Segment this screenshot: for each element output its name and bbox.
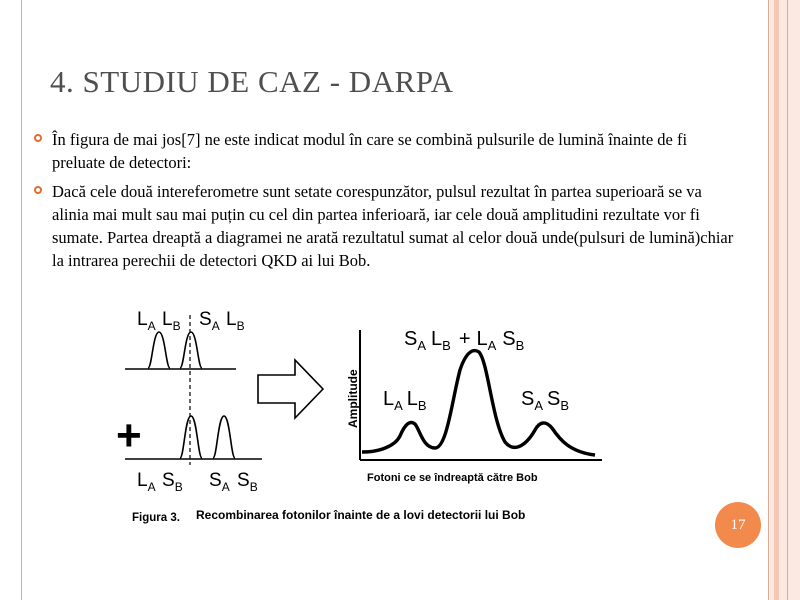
label-sa-bottom: $S_A$ [209,470,230,494]
label-lb2-top: $L_B$ [226,309,245,333]
bullet-list [34,128,734,278]
pulse-sb2-bottom [213,416,235,458]
label-sa-top: $S_A$ [199,309,220,333]
pulse-sb-bottom [180,416,202,458]
pulse-lb-top [180,332,202,368]
bullet-text: În figura de mai jos[7] ne este indicat modul în care se combină pulsurile de lumină înainte de fi preluate de detectori: [52,130,688,172]
slide-title: 4. STUDIU DE CAZ - DARPA [50,64,454,99]
label-la-top: $L_A$ [137,309,156,333]
plus-sign: + [116,411,142,460]
sum-curve [362,351,595,455]
bullet-text: Dacă cele două intereferometre sunt setate corespunzător, pulsul rezultat în partea superioară se va alinia mai mult sau mai puțin cu cel din partea inferioară, iar cele două amplitudini rezultate vor fi sumate. Partea dreaptă a diagramei ne arată rezultatul sumat al celor două unde(pulsuri de lumină)chiar la intrarea perechii de detectori QKD ai lui Bob. [52,182,734,270]
figure-caption-text: Recombinarea fotonilor înainte de a lovi detectorii lui Bob [196,508,526,522]
bullet-item [34,180,734,272]
frame-right-stripe [774,0,779,600]
result-plot [346,328,602,484]
bullet-ring-icon [34,186,42,194]
peak-center-label: $S_A$ $L_B + L_A$ $S_B$ [404,328,525,353]
figure-caption-label: Figura 3. [132,512,180,524]
frame-right-line-outer [787,0,788,600]
label-la-bottom: $L_A$ [137,470,156,494]
label-sb2-bottom: $S_B$ [237,470,258,494]
label-lb-top: $L_B$ [162,309,181,333]
frame-left-line [21,0,22,600]
arrow-icon [258,360,323,418]
label-sb-bottom: $S_B$ [162,470,183,494]
top-pulse-group [125,309,245,369]
frame-right-line [768,0,769,600]
pulse-la-top [148,332,170,368]
bullet-ring-icon [34,134,42,142]
y-axis-label: Amplitude [346,369,360,428]
x-axis-label: Fotoni ce se îndreaptă către Bob [367,472,538,484]
peak-right-label: $S_A$ $S_B$ [521,388,570,413]
peak-left-label: $L_A$ $L_B$ [383,388,427,413]
page-number-badge: 17 [715,502,761,548]
bottom-pulse-group [125,416,262,494]
bullet-item [34,128,734,174]
